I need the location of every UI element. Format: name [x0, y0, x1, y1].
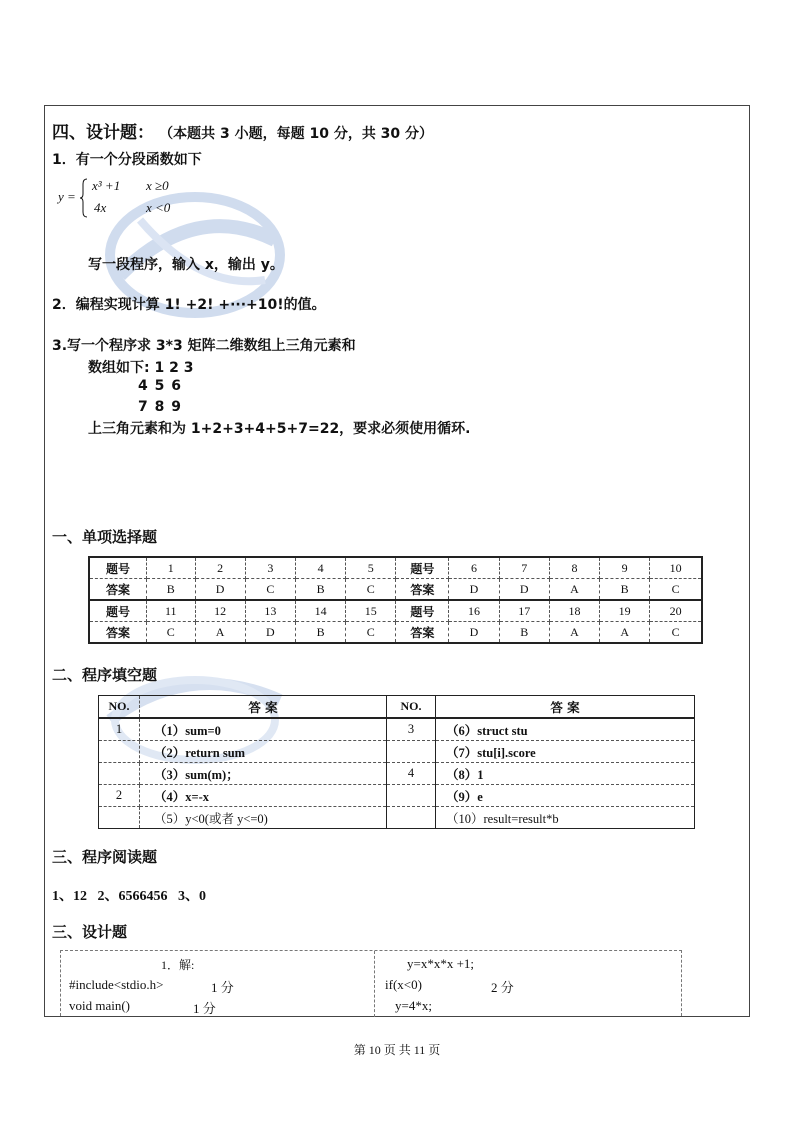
ans-cell: B — [600, 579, 650, 601]
answer-cell: （7）stu[i].score — [436, 741, 695, 763]
table-row — [99, 763, 695, 785]
q2-text: 2．编程实现计算 1! +2! +···+10!的值。 — [52, 297, 326, 313]
no-cell: 4 — [387, 763, 436, 785]
ans-cell: C — [346, 622, 396, 644]
col-no: NO. — [99, 696, 140, 719]
design-answer-box — [60, 950, 682, 1016]
answer-cell: （4）x=-x — [140, 785, 387, 807]
table-row — [89, 579, 702, 601]
num-cell: 18 — [549, 600, 599, 622]
score-label: 1 分 — [193, 1001, 216, 1016]
label-cell: 答案 — [89, 622, 147, 644]
code-line: y=4*x; — [395, 998, 432, 1013]
table-row — [89, 557, 702, 579]
label-cell: 答案 — [396, 622, 449, 644]
score-label: 2 分 — [491, 980, 514, 995]
case2-cond: x <0 — [146, 200, 171, 215]
num-cell: 12 — [195, 600, 245, 622]
sec2-heading: 二、程序填空题 — [52, 666, 158, 684]
num-cell: 11 — [147, 600, 196, 622]
label-cell: 答案 — [396, 579, 449, 601]
num-cell: 10 — [650, 557, 702, 579]
col-answer: 答 案 — [436, 696, 695, 719]
num-cell: 15 — [346, 600, 396, 622]
code-line: 1．解: — [161, 958, 195, 972]
answer-cell: （6）struct stu — [436, 718, 695, 741]
ans-cell: B — [295, 622, 345, 644]
label-cell: 题号 — [396, 557, 449, 579]
num-cell: 3 — [245, 557, 295, 579]
num-cell: 19 — [600, 600, 650, 622]
q3-array-label: 数组如下: 1 2 3 — [88, 360, 194, 376]
case2-expr: 4x — [94, 200, 107, 215]
code-line: if(x<0) — [385, 977, 422, 992]
ans-cell: C — [245, 579, 295, 601]
answer-cell: （8）1 — [436, 763, 695, 785]
table-header-row — [99, 696, 695, 719]
part4-heading: 四、设计题： — [52, 123, 154, 143]
sec3-reading-heading: 三、程序阅读题 — [52, 848, 158, 866]
label-cell: 题号 — [89, 557, 147, 579]
num-cell: 16 — [449, 600, 499, 622]
ans-cell: A — [195, 622, 245, 644]
ans-cell: D — [449, 622, 499, 644]
case1-cond: x ≥0 — [146, 178, 169, 193]
ans-cell: A — [600, 622, 650, 644]
col-no: NO. — [387, 696, 436, 719]
no-cell — [387, 785, 436, 807]
no-cell: 3 — [387, 718, 436, 741]
num-cell: 1 — [147, 557, 196, 579]
q3-text: 3.写一个程序求 3*3 矩阵二维数组上三角元素和 — [52, 338, 356, 354]
ans-cell: D — [499, 579, 549, 601]
num-cell: 4 — [295, 557, 345, 579]
code-line: #include<stdio.h> — [69, 977, 164, 992]
q1-task: 写一段程序，输入 x，输出 y。 — [88, 257, 284, 273]
num-cell: 7 — [499, 557, 549, 579]
answer-cell: （3）sum(m)； — [140, 763, 387, 785]
column-divider — [374, 951, 375, 1017]
q3-row2: 4 5 6 — [138, 378, 182, 394]
sec1-heading: 一、单项选择题 — [52, 528, 158, 546]
sec3-design-heading: 三、设计题 — [52, 923, 128, 941]
label-cell: 答案 — [89, 579, 147, 601]
table-row — [99, 741, 695, 763]
col-answer: 答 案 — [140, 696, 387, 719]
ans-cell: D — [195, 579, 245, 601]
no-cell — [99, 741, 140, 763]
answer-cell: （9）e — [436, 785, 695, 807]
ans-cell: B — [295, 579, 345, 601]
left-brace-icon — [80, 178, 88, 218]
ans-cell: C — [650, 579, 702, 601]
num-cell: 17 — [499, 600, 549, 622]
ans-cell: A — [549, 622, 599, 644]
ans-cell: D — [449, 579, 499, 601]
q1-text: 1．有一个分段函数如下 — [52, 152, 202, 168]
ans-cell: C — [650, 622, 702, 644]
table-row — [99, 785, 695, 807]
ans-cell: D — [245, 622, 295, 644]
num-cell: 13 — [245, 600, 295, 622]
function-lhs: y = — [58, 189, 76, 204]
table-row — [89, 600, 702, 622]
part4-note: （本题共 3 小题，每题 10 分，共 30 分） — [159, 126, 434, 142]
no-cell: 1 — [99, 718, 140, 741]
num-cell: 20 — [650, 600, 702, 622]
choice-answer-table — [88, 556, 703, 644]
ans-cell: A — [549, 579, 599, 601]
no-cell — [99, 763, 140, 785]
label-cell: 题号 — [89, 600, 147, 622]
table-row — [99, 718, 695, 741]
q3-summary: 上三角元素和为 1+2+3+4+5+7=22，要求必须使用循环. — [88, 421, 471, 437]
no-cell — [387, 807, 436, 829]
score-label: 1 分 — [211, 980, 234, 995]
no-cell: 2 — [99, 785, 140, 807]
table-row — [89, 622, 702, 644]
code-line: y=x*x*x +1; — [407, 956, 475, 971]
answer-cell: （2）return sum — [140, 741, 387, 763]
answer-cell: （5）y<0(或者 y<=0) — [140, 807, 387, 829]
num-cell: 5 — [346, 557, 396, 579]
num-cell: 14 — [295, 600, 345, 622]
ans-cell: C — [147, 622, 196, 644]
num-cell: 8 — [549, 557, 599, 579]
case1-expr: x³ +1 — [92, 178, 121, 193]
ans-cell: B — [147, 579, 196, 601]
page-footer: 第 10 页 共 11 页 — [353, 1043, 441, 1057]
num-cell: 9 — [600, 557, 650, 579]
ans-cell: B — [499, 622, 549, 644]
label-cell: 题号 — [396, 600, 449, 622]
num-cell: 2 — [195, 557, 245, 579]
q3-row3: 7 8 9 — [138, 399, 182, 415]
num-cell: 6 — [449, 557, 499, 579]
part4-title — [52, 118, 433, 143]
reading-answers: 1、12 2、6566456 3、0 — [52, 889, 206, 904]
code-line: void main() — [69, 998, 131, 1013]
no-cell — [99, 807, 140, 829]
no-cell — [387, 741, 436, 763]
table-row — [99, 807, 695, 829]
answer-cell: （1）sum=0 — [140, 718, 387, 741]
answer-cell: （10）result=result*b — [446, 811, 559, 826]
fill-blank-answer-table — [98, 695, 695, 829]
ans-cell: C — [346, 579, 396, 601]
